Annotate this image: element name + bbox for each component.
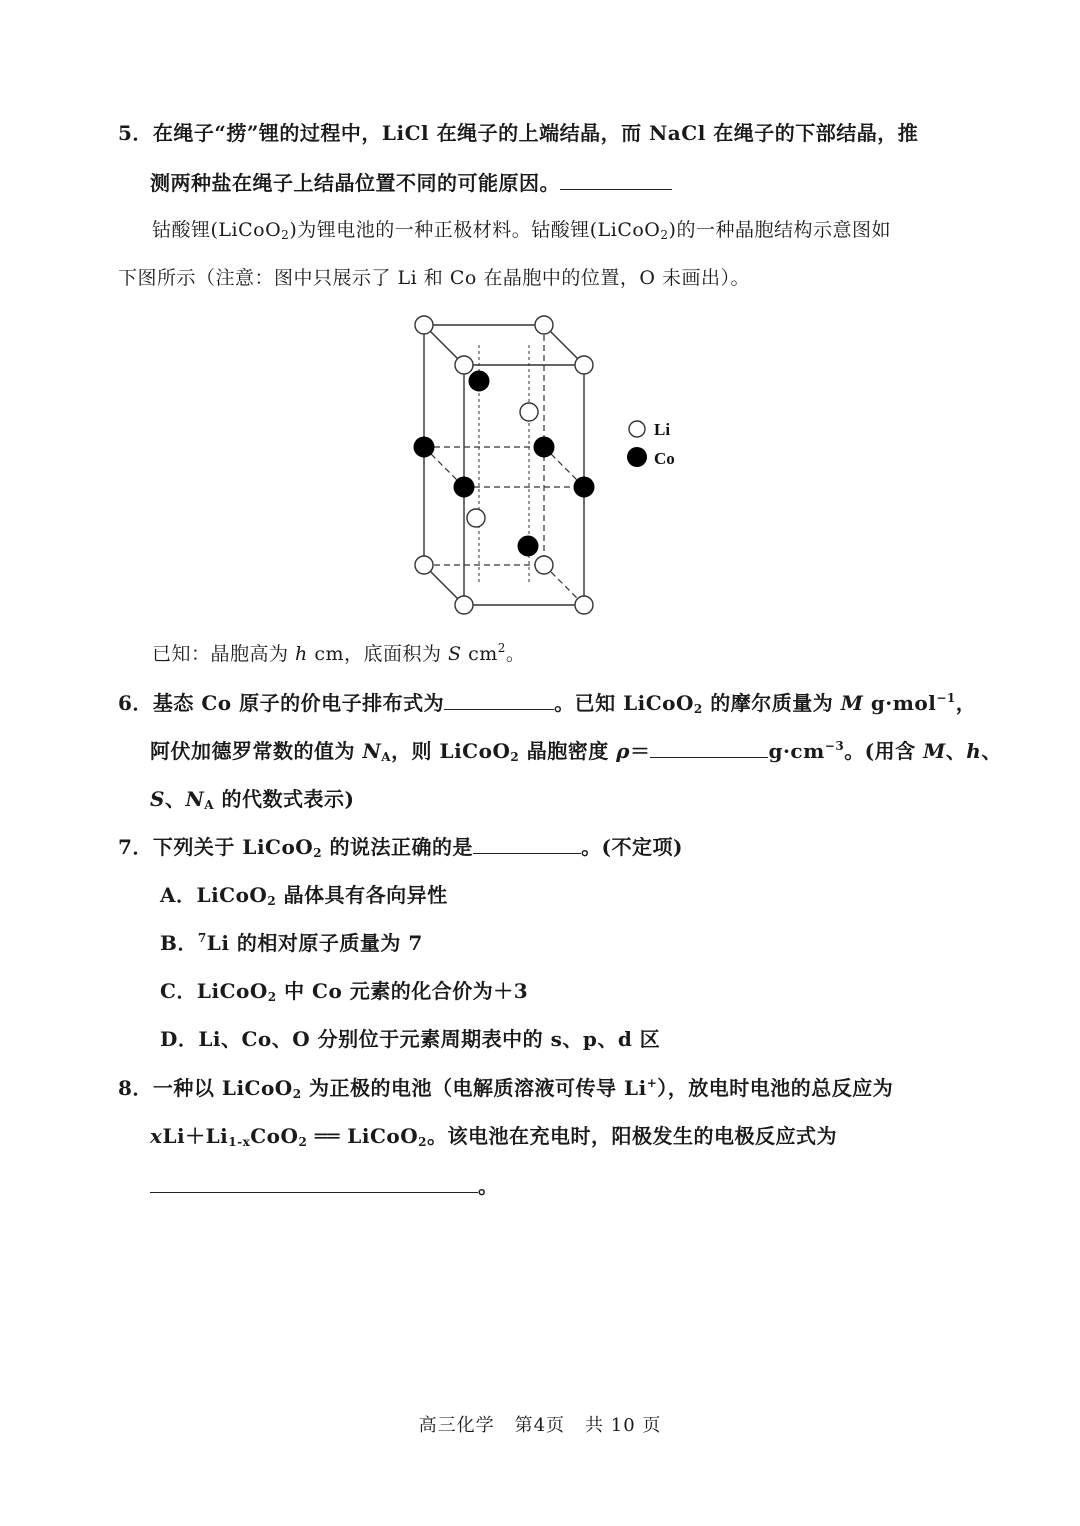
q7-sub: 2 — [267, 990, 277, 1004]
q6-text: g·mol — [863, 691, 937, 715]
given-text-c: cm — [461, 643, 498, 665]
q6-sup: −1 — [936, 691, 956, 705]
li-atom — [415, 556, 433, 574]
footer-total-pages: 共 10 页 — [585, 1415, 662, 1436]
li-atom — [455, 356, 473, 374]
q8-sup: + — [646, 1076, 658, 1090]
legend-co-label: Co — [654, 449, 675, 468]
given-text-b: cm，底面积为 — [307, 643, 449, 665]
q7-text: 。(不定项) — [581, 835, 683, 859]
intro-text-a: 钴酸锂(LiCoO — [152, 219, 282, 241]
q6-text: ＝ — [629, 739, 651, 763]
intro-sub-2: 2 — [660, 228, 669, 242]
intro-sub-1: 2 — [281, 228, 290, 242]
q6-text: g·cm — [768, 739, 825, 763]
q8-text: ══ LiCoO — [307, 1124, 419, 1148]
q6-text: 的代数式表示) — [214, 787, 355, 811]
q7-blank[interactable] — [473, 833, 581, 854]
legend-li-icon — [629, 421, 645, 437]
co-atom — [574, 477, 594, 497]
q5-line2 — [150, 169, 672, 197]
q6-text: 。(用含 — [844, 739, 924, 763]
q7-number: 7． — [118, 835, 153, 859]
q7-option-text: Li 的相对原子质量为 7 — [206, 931, 423, 955]
q6-var-n: N — [362, 739, 382, 763]
co-atom — [469, 371, 489, 391]
q5-line1 — [118, 119, 918, 147]
legend-li-label: Li — [654, 420, 671, 439]
q6-text: 的摩尔质量为 — [702, 691, 841, 715]
q6-text: 阿伏加德罗常数的值为 — [150, 739, 363, 763]
q8-sub: 1-x — [228, 1135, 251, 1149]
q8-text: 。 — [478, 1174, 499, 1198]
q6-text: ， — [955, 691, 977, 715]
q8-sub: 2 — [292, 1087, 302, 1101]
q7-text: 的说法正确的是 — [322, 835, 474, 859]
q8-line3 — [150, 1172, 499, 1200]
q7-sup: 7 — [197, 931, 207, 945]
q6-text: 、 — [981, 739, 1002, 763]
q6-line1 — [118, 689, 976, 717]
q6-var-rho: ρ — [616, 739, 630, 763]
intro-text-b: )为锂电池的一种正极材料。钴酸锂(LiCoO — [289, 219, 661, 241]
q6-blank-1[interactable] — [444, 689, 554, 710]
q5-answer-blank[interactable] — [560, 169, 672, 190]
q7-sub: 2 — [313, 846, 323, 860]
li-atom — [415, 316, 433, 334]
q8-text: Li＋Li — [162, 1124, 229, 1148]
q7-option-text: 中 Co 元素的化合价为＋3 — [276, 979, 529, 1003]
li-atom — [575, 596, 593, 614]
footer-subject: 高三化学 — [418, 1415, 495, 1436]
given-line — [152, 640, 525, 668]
q6-sub: 2 — [510, 750, 520, 764]
q8-answer-blank[interactable] — [150, 1172, 478, 1193]
q6-var-s: S — [150, 787, 165, 811]
q6-text: 、 — [164, 787, 186, 811]
q8-text: ），放电时电池的总反应为 — [657, 1076, 894, 1100]
q7-option-c[interactable] — [160, 977, 528, 1005]
li-atom — [467, 509, 485, 527]
q6-var-n: N — [185, 787, 205, 811]
q8-sub: 2 — [298, 1135, 308, 1149]
q8-text: 一种以 LiCoO — [152, 1076, 293, 1100]
q7-sub: 2 — [267, 894, 277, 908]
intro-line1 — [152, 216, 891, 244]
q6-number: 6． — [118, 691, 153, 715]
q6-line2 — [150, 737, 1002, 765]
page-footer — [0, 1414, 1080, 1438]
q6-var-m: M — [840, 691, 864, 715]
given-sup: 2 — [497, 641, 506, 655]
legend-co-icon — [627, 447, 647, 467]
q5-text-1: 在绳子“捞”锂的过程中，LiCl 在绳子的上端结晶，而 NaCl 在绳子的下部结晶，推 — [152, 121, 919, 145]
q8-text: 为正极的电池（电解质溶液可传导 Li — [301, 1076, 647, 1100]
q8-text: 。该电池在充电时，阳极发生的电极反应式为 — [427, 1124, 838, 1148]
co-atom — [518, 536, 538, 556]
q7-text: 下列关于 LiCoO — [152, 835, 314, 859]
q5-text-2: 测两种盐在绳子上结晶位置不同的可能原因。 — [150, 171, 560, 195]
q6-sub: A — [381, 750, 392, 764]
footer-page-number: 第4页 — [514, 1415, 566, 1436]
q6-text: 基态 Co 原子的价电子排布式为 — [152, 691, 445, 715]
co-atom — [454, 477, 474, 497]
q8-line2 — [150, 1122, 837, 1150]
given-h: h — [295, 643, 308, 665]
li-atom — [575, 356, 593, 374]
q7-option-text: B． — [160, 931, 198, 955]
q6-var-h: h — [966, 739, 982, 763]
given-text-a: 已知：晶胞高为 — [152, 643, 296, 665]
q6-var-m: M — [923, 739, 946, 763]
q6-text: 。已知 LiCoO — [554, 691, 694, 715]
intro-line2 — [118, 264, 750, 292]
q6-line3 — [150, 785, 354, 813]
q8-number: 8． — [118, 1076, 153, 1100]
q6-sub: A — [204, 798, 215, 812]
q8-sub: 2 — [418, 1135, 428, 1149]
q6-sup: −3 — [824, 739, 845, 753]
q7-option-text: C．LiCoO — [160, 979, 268, 1003]
q6-text: ，则 LiCoO — [391, 739, 511, 763]
q7-option-a[interactable] — [160, 881, 448, 909]
q8-var-x: x — [150, 1124, 163, 1148]
q6-text: 晶胞密度 — [519, 739, 617, 763]
q6-sub: 2 — [693, 702, 703, 716]
li-atom — [455, 596, 473, 614]
given-text-d: 。 — [505, 643, 526, 665]
q5-number: 5． — [118, 121, 153, 145]
co-atom — [414, 437, 434, 457]
q7-option-b[interactable] — [160, 929, 423, 957]
q7-stem — [118, 833, 683, 861]
given-s: S — [448, 643, 462, 665]
li-atom — [520, 403, 538, 421]
intro-text-c: )的一种晶胞结构示意图如 — [668, 219, 891, 241]
intro-text-2: 下图所示（注意：图中只展示了 Li 和 Co 在晶胞中的位置，O 未画出）。 — [118, 267, 750, 289]
q7-option-text: 晶体具有各向异性 — [276, 883, 448, 907]
q8-text: CoO — [250, 1124, 299, 1148]
q7-option-text: D．Li、Co、O 分别位于元素周期表中的 s、p、d 区 — [160, 1027, 661, 1051]
crystal-cell-figure — [400, 305, 700, 620]
q7-option-text: A．LiCoO — [160, 883, 268, 907]
li-atom — [535, 556, 553, 574]
q6-text: 、 — [945, 739, 967, 763]
q6-blank-2[interactable] — [650, 737, 768, 758]
q7-option-d[interactable] — [160, 1025, 660, 1053]
q8-line1 — [118, 1074, 893, 1102]
co-atom — [534, 437, 554, 457]
li-atom — [535, 316, 553, 334]
